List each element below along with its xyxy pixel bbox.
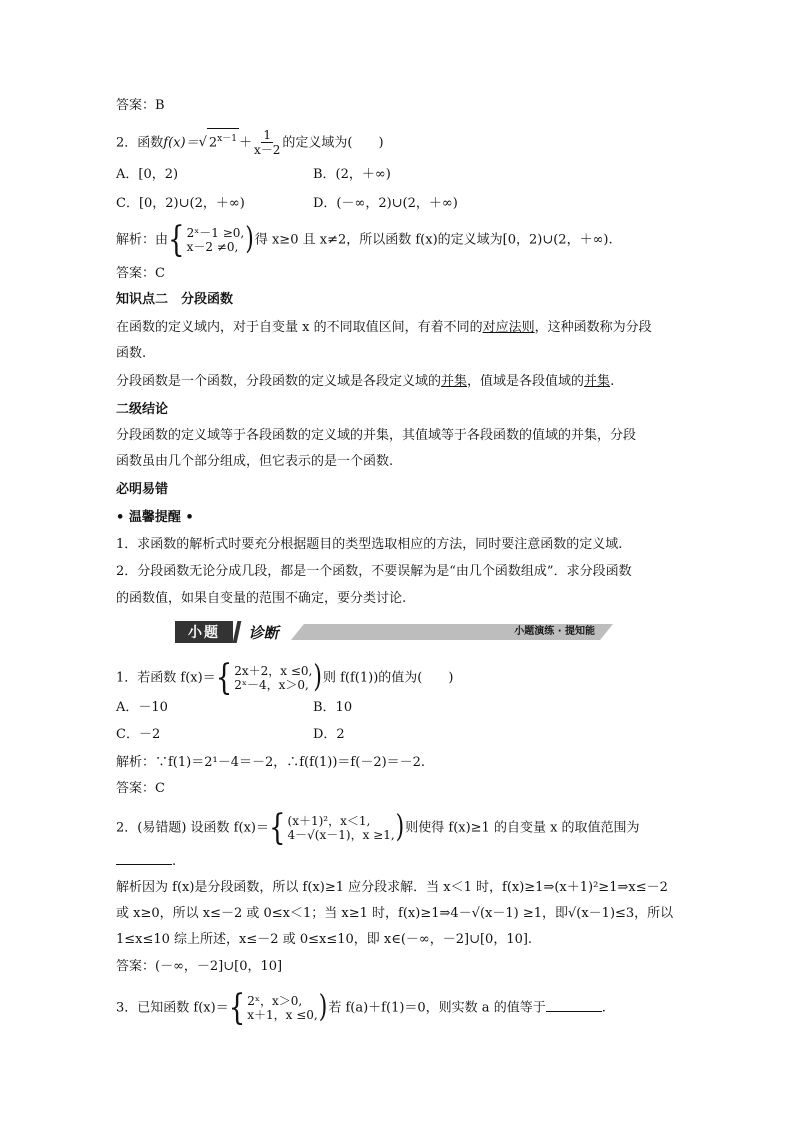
left-brace-icon: { [215,657,233,699]
s3-suffix: 若 f(a)＋f(1)＝0，则实数 a 的值等于 [328,1000,546,1016]
right-paren-icon: ) [245,221,254,257]
knowledge-p2-underline-2: 并集 [584,374,611,389]
right-paren-icon: ) [318,989,328,1025]
banner-mid-label: 诊断 [233,621,294,643]
answer-2: 答案：C [116,266,165,281]
q2-sol-prefix: 解析：由 [116,232,169,248]
s1-option-c: C．－2 [116,727,161,742]
knowledge-p1 [116,318,652,338]
q2-fx: f(x)＝ [163,135,199,151]
s1-case-1: 2x＋2，x ≤0, [234,664,313,678]
small-question-2 [116,807,640,849]
small-question-3 [116,987,606,1029]
q2-option-d: D．(－∞，2)∪(2，＋∞) [313,196,458,211]
knowledge-p2-c: . [610,374,615,389]
question-2 [116,128,384,157]
knowledge-p2-a: 分段函数是一个函数，分段函数的定义域是各段定义域的 [116,374,442,389]
q2-frac-num: 1 [263,128,271,143]
s3-case-2: x＋1，x ≤0, [247,1008,318,1022]
knowledge-p1-cont: 函数. [116,346,147,361]
s2-case-2: 4－√(x－1)，x ≥1, [287,828,395,842]
section-banner [175,621,615,643]
s2-case-1: (x＋1)²，x＜1, [287,814,371,828]
q2-option-c: C．[0，2)∪(2，＋∞) [116,196,245,211]
right-paren-icon: ) [395,809,405,845]
s1-solution: 解析：∵f(1)＝2¹－4＝－2，∴f(f(1))＝f(－2)＝－2. [116,755,426,770]
knowledge-p2-b: ，值域是各段值域的 [467,374,585,389]
s3-end: . [601,1000,606,1016]
tip-2: 2．分段函数无论分成几段，都是一个函数，不要误解为是“由几个函数组成”．求分段函数 [116,564,632,579]
s1-prefix: 1．若函数 f(x)＝ [116,670,216,686]
conclusion-p1: 分段函数的定义域等于各段函数的定义域的并集，其值域等于各段函数的值域的并集，分段 [116,428,637,443]
q2-fraction [254,128,280,157]
q2-cases [168,219,255,261]
knowledge-p1-a: 在函数的定义域内，对于自变量 x 的不同取值区间，有着不同的 [116,320,483,335]
s2-suffix: 则使得 f(x)≥1 的自变量 x 的取值范围为 [405,820,640,836]
q2-case-1: 2ˣ－1 ≥0, [186,226,245,240]
s3-case-1: 2ˣ，x＞0, [247,994,303,1008]
s3-blank[interactable] [546,999,602,1012]
q2-case-2: x－2 ≠0, [186,240,239,254]
q2-solution [116,219,613,261]
knowledge-title: 知识点二 分段函数 [116,292,234,307]
s1-option-a: A．－10 [116,700,168,715]
section-conclusion: 二级结论 [116,402,169,417]
q2-sqrt: √ $2^{x-1}$ [199,135,239,150]
banner-left-label: 小题 [175,621,233,643]
left-brace-icon: { [268,807,286,849]
q2-prefix: 2．函数 [116,135,164,151]
s1-suffix: 则 f(f(1))的值为( ) [322,670,454,686]
s2-prefix: 2．(易错题) 设函数 f(x)＝ [116,820,269,836]
q2-frac-den: x－2 [253,143,281,158]
left-brace-icon: { [228,987,246,1029]
q2-sqrt-base: 2 [208,135,218,151]
left-brace-icon: { [168,219,185,261]
knowledge-p1-b: ，这种函数称为分段 [534,320,652,335]
knowledge-p2 [116,372,614,392]
s2-blank-end: . [172,854,177,869]
q2-sqrt-exp: x－1 [217,134,237,144]
answer-1: 答案：B [116,98,165,113]
s1-option-d: D．2 [313,727,345,742]
conclusion-p2: 函数虽由几个部分组成，但它表示的是一个函数. [116,454,394,469]
tip-2-cont: 的函数值，如果自变量的范围不确定，要分类讨论. [116,591,407,606]
s2-blank[interactable] [116,852,172,865]
s1-case-2: 2ˣ－4，x＞0, [234,678,309,692]
tip-1: 1．求函数的解析式时要充分根据题目的类型选取相应的方法，同时要注意函数的定义域. [116,537,623,552]
q2-suffix: 的定义域为( ) [282,135,384,151]
q2-sol-suffix: 得 x≥0 且 x≠2，所以函数 f(x)的定义域为[0，2)∪(2，＋∞). [254,232,613,248]
q2-option-a: A．[0，2) [116,167,179,182]
s3-cases [228,987,329,1029]
knowledge-p2-underline-1: 并集 [441,374,468,389]
q2-plus: ＋ [238,135,252,151]
knowledge-p1-underline: 对应法则 [482,320,535,335]
s2-cases [268,807,405,849]
s2-blank-line [116,852,176,872]
s2-answer: 答案：(－∞，－2]∪[0，10] [116,959,283,974]
tip-heading: • 温馨提醒 • [116,510,194,525]
s1-answer: 答案：C [116,781,165,796]
s2-solution-3: 1≤x≤10 综上所述，x≤－2 或 0≤x≤10，即 x∈(－∞，－2]∪[0，10]. [116,932,533,947]
s3-prefix: 3．已知函数 f(x)＝ [116,1000,229,1016]
right-paren-icon: ) [313,659,322,695]
s2-solution-2: 或 x≥0，所以 x≤－2 或 0≤x＜1；当 x≥1 时，f(x)≥1⇒4－√(x－1) ≥1，即√(x－1)≤3，所以 [116,906,674,921]
banner-right-label: 小题演练 · 提知能 [514,626,595,637]
s2-solution-1: 解析因为 f(x)是分段函数，所以 f(x)≥1 应分段求解．当 x＜1 时，f(x)≥1⇒(x＋1)²≥1⇒x≤－2 [116,880,668,895]
section-pitfalls: 必明易错 [116,482,169,497]
small-question-1 [116,657,454,699]
q2-option-b: B．(2，＋∞) [313,167,391,182]
s1-cases [215,657,323,699]
s1-option-b: B．10 [313,700,353,715]
